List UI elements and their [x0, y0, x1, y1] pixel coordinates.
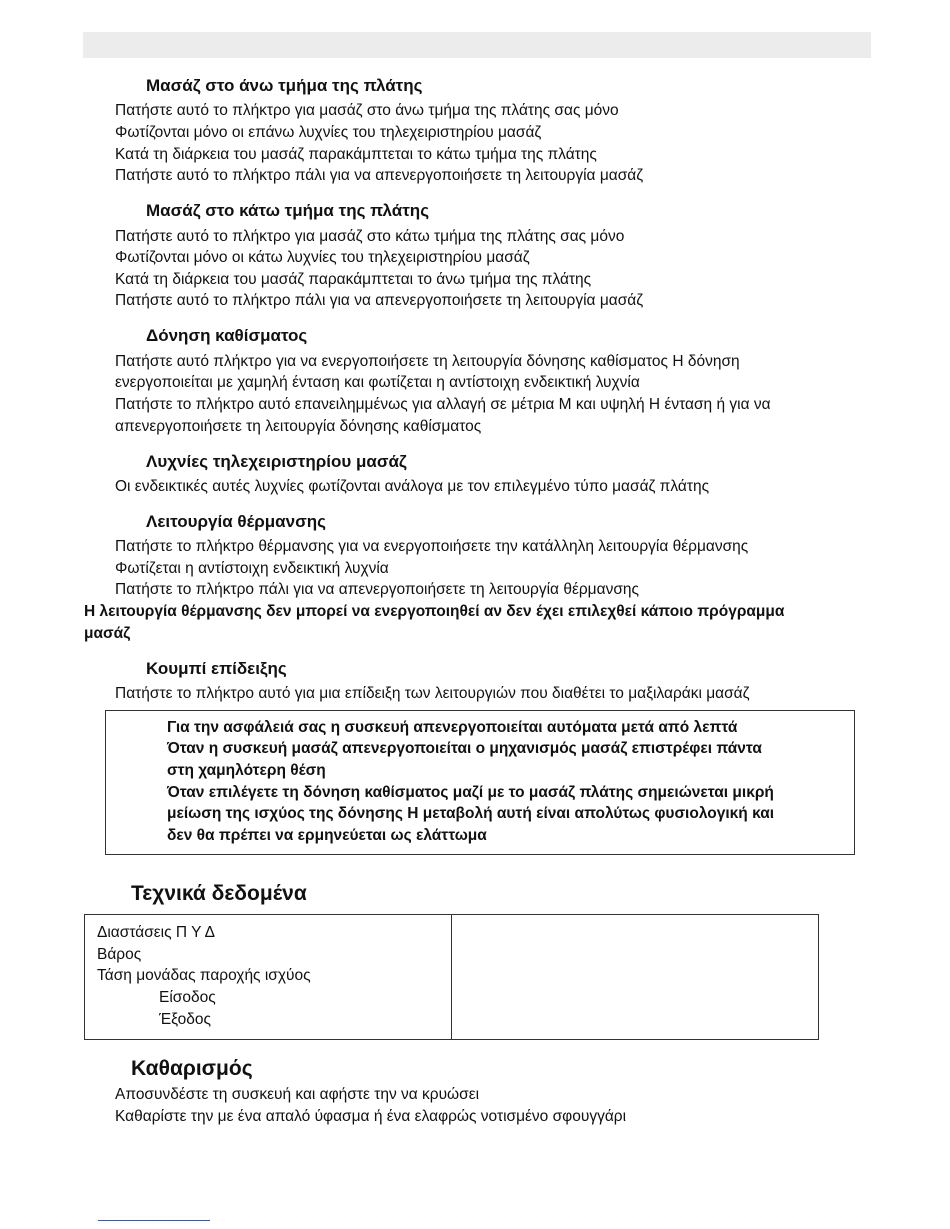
- text-line: Φωτίζονται μόνο οι επάνω λυχνίες του τηλεχειριστηρίου μασάζ: [115, 124, 542, 141]
- notice-line: δεν θα πρέπει να ερμηνεύεται ως ελάττωμα: [167, 827, 487, 844]
- text-line: Πατήστε το πλήκτρο θέρμανσης για να ενεργοποιήσετε την κατάλληλη λειτουργία θέρμανσης: [115, 538, 749, 555]
- spec-input-label: Είσοδος: [159, 989, 216, 1006]
- text-line: Φωτίζεται η αντίστοιχη ενδεικτική λυχνία: [115, 560, 389, 577]
- notice-line: Για την ασφάλειά σας η συσκευή απενεργοποιείται αυτόματα μετά από λεπτά: [167, 719, 738, 736]
- spec-output-label: Έξοδος: [159, 1011, 212, 1028]
- cleaning-heading: Καθαρισμός: [131, 1057, 253, 1080]
- text-line: Πατήστε αυτό πλήκτρο για να ενεργοποιήσετε τη λειτουργία δόνησης καθίσματος Η δόνηση: [115, 353, 740, 370]
- spec-power-label: Τάση μονάδας παροχής ισχύος: [97, 967, 311, 984]
- section-heading-demo-button: Κουμπί επίδειξης: [146, 659, 287, 678]
- notice-line: Όταν η συσκευή μασάζ απενεργοποιείται ο μηχανισμός μασάζ επιστρέφει πάντα: [167, 740, 762, 757]
- text-line: Πατήστε αυτό το πλήκτρο για μασάζ στο άνω τμήμα της πλάτης σας μόνο: [115, 102, 619, 119]
- section-heading-remote-lights: Λυχνίες τηλεχειριστηρίου μασάζ: [146, 452, 407, 471]
- text-line: Πατήστε αυτό το πλήκτρο πάλι για να απενεργοποιήσετε τη λειτουργία μασάζ: [115, 292, 644, 309]
- text-line: Αποσυνδέστε τη συσκευή και αφήστε την να κρυώσει: [115, 1086, 480, 1103]
- notice-line: Όταν επιλέγετε τη δόνηση καθίσματος μαζί με το μασάζ πλάτης σημειώνεται μικρή: [167, 784, 774, 801]
- footer-rule: [98, 1220, 210, 1221]
- text-line: ενεργοποιείται με χαμηλή ένταση και φωτίζεται η αντίστοιχη ενδεικτική λυχνία: [115, 374, 640, 391]
- notice-line: στη χαμηλότερη θέση: [167, 762, 326, 779]
- text-line: Πατήστε το πλήκτρο αυτό επανειλημμένως για αλλαγή σε μέτρια Μ και υψηλή Η ένταση ή για να: [115, 396, 771, 413]
- text-line: Οι ενδεικτικές αυτές λυχνίες φωτίζονται ανάλογα με τον επιλεγμένο τύπο μασάζ πλάτης: [115, 478, 710, 495]
- header-bar: [83, 32, 871, 58]
- text-line: Πατήστε αυτό το πλήκτρο για μασάζ στο κάτω τμήμα της πλάτης σας μόνο: [115, 228, 625, 245]
- spec-weight-label: Βάρος: [97, 946, 142, 963]
- specs-table-divider: [451, 914, 452, 1040]
- section-heading-heating: Λειτουργία θέρμανσης: [146, 512, 326, 531]
- heating-warning: Η λειτουργία θέρμανσης δεν μπορεί να ενεργοποιηθεί αν δεν έχει επιλεχθεί κάποιο πρόγραμμα: [84, 603, 785, 620]
- notice-line: μείωση της ισχύος της δόνησης Η μεταβολή αυτή είναι απολύτως φυσιολογική και: [167, 805, 775, 822]
- text-line: Φωτίζονται μόνο οι κάτω λυχνίες του τηλεχειριστηρίου μασάζ: [115, 249, 530, 266]
- text-line: Πατήστε το πλήκτρο πάλι για να απενεργοποιήσετε τη λειτουργία θέρμανσης: [115, 581, 639, 598]
- text-line: Κατά τη διάρκεια του μασάζ παρακάμπτεται το κάτω τμήμα της πλάτης: [115, 146, 597, 163]
- text-line: Πατήστε το πλήκτρο αυτό για μια επίδειξη των λειτουργιών που διαθέτει το μαξιλαράκι μασάζ: [115, 685, 750, 702]
- text-line: Πατήστε αυτό το πλήκτρο πάλι για να απενεργοποιήσετε τη λειτουργία μασάζ: [115, 167, 644, 184]
- spec-dimensions-label: Διαστάσεις Π Υ Δ: [97, 924, 215, 941]
- section-heading-seat-vibration: Δόνηση καθίσματος: [146, 326, 308, 345]
- specs-heading: Τεχνικά δεδομένα: [131, 882, 307, 905]
- text-line: Κατά τη διάρκεια του μασάζ παρακάμπτεται το άνω τμήμα της πλάτης: [115, 271, 592, 288]
- section-heading-upper-back: Μασάζ στο άνω τμήμα της πλάτης: [146, 76, 423, 95]
- text-line: απενεργοποιήσετε τη λειτουργία δόνησης καθίσματος: [115, 418, 482, 435]
- section-heading-lower-back: Μασάζ στο κάτω τμήμα της πλάτης: [146, 201, 430, 220]
- text-line: Καθαρίστε την με ένα απαλό ύφασμα ή ένα ελαφρώς νοτισμένο σφουγγάρι: [115, 1108, 627, 1125]
- heating-warning: μασάζ: [84, 625, 131, 642]
